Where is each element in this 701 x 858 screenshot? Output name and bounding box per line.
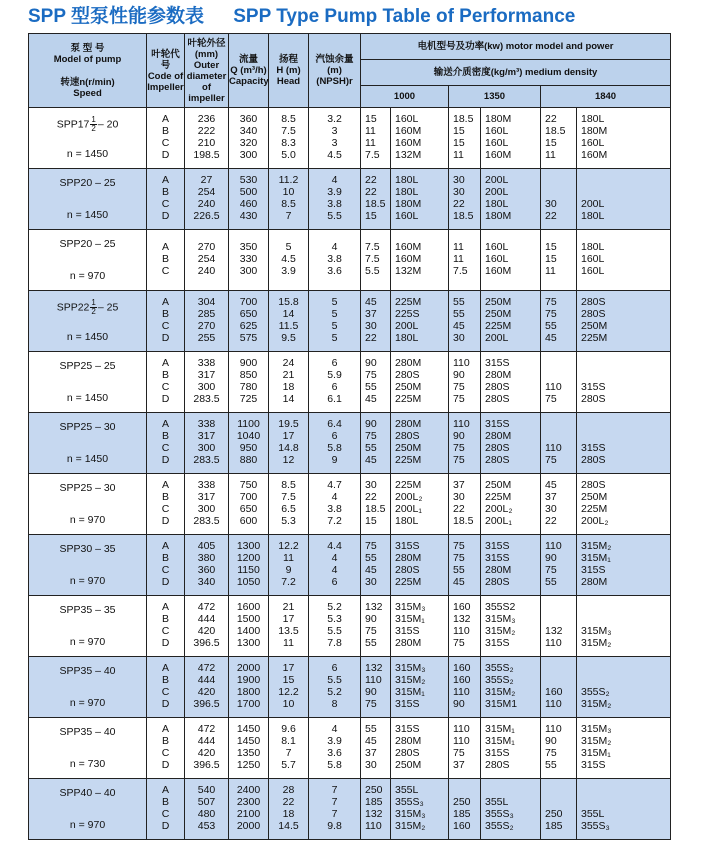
cell-p1840: 75 75 55 45: [541, 291, 577, 352]
model-name: SPP25 – 30: [59, 421, 116, 433]
cell-p1000: 132 90 75 55: [361, 596, 391, 657]
cell-m1000: 315S 280M 280S 250M: [391, 718, 449, 779]
table-row: [29, 657, 671, 718]
cell-m1350: 355S₂ 355S₂ 315M₂ 315M1: [481, 657, 541, 718]
model-cell: [29, 474, 147, 535]
cell-p1840: 22 18.5 15 11: [541, 108, 577, 169]
cell-npsh: 7 7 7 9.8: [309, 779, 361, 840]
table-row: [29, 718, 671, 779]
title-chinese: SPP 型泵性能参数表: [28, 6, 204, 27]
table-row: [29, 352, 671, 413]
cell-head: 24 21 18 14: [269, 352, 309, 413]
performance-table: [28, 33, 671, 840]
model-cell: [29, 718, 147, 779]
cell-p1840: 30 22: [541, 169, 577, 230]
cell-codes: A B C D: [147, 169, 185, 230]
model-name: SPP20 – 25: [59, 238, 116, 250]
cell-npsh: 5.2 5.3 5.5 7.8: [309, 596, 361, 657]
header-density-1840: 1840: [541, 86, 671, 108]
table-row: [29, 413, 671, 474]
cell-head: 11.2 10 8.5 7: [269, 169, 309, 230]
cell-codes: A B C: [147, 230, 185, 291]
cell-p1840: 110 75: [541, 413, 577, 474]
cell-capacity: 530 500 460 430: [229, 169, 269, 230]
cell-capacity: 1100 1040 950 880: [229, 413, 269, 474]
cell-p1000: 30 22 18.5 15: [361, 474, 391, 535]
cell-capacity: 1600 1500 1400 1300: [229, 596, 269, 657]
cell-capacity: 700 650 625 575: [229, 291, 269, 352]
cell-p1350: 11 11 7.5: [449, 230, 481, 291]
cell-capacity: 2400 2300 2100 2000: [229, 779, 269, 840]
header-density-1350: 1350: [449, 86, 541, 108]
cell-diameter: 472 444 420 396.5: [185, 718, 229, 779]
cell-p1000: 75 55 45 30: [361, 535, 391, 596]
cell-codes: A B C D: [147, 657, 185, 718]
model-cell: [29, 657, 147, 718]
model-cell: [29, 596, 147, 657]
model-name: SPP20 – 25: [59, 177, 116, 189]
cell-diameter: 405 380 360 340: [185, 535, 229, 596]
cell-m1840: 200L 180L: [577, 169, 671, 230]
table-row: [29, 596, 671, 657]
header-density-1000: 1000: [361, 86, 449, 108]
cell-m1350: 315S 280M 280S 280S: [481, 413, 541, 474]
model-speed: n = 1450: [66, 209, 109, 221]
cell-npsh: 4 3.8 3.6: [309, 230, 361, 291]
cell-codes: A B C D: [147, 596, 185, 657]
cell-p1840: 110 75: [541, 352, 577, 413]
cell-head: 12.2 11 9 7.2: [269, 535, 309, 596]
cell-p1840: 132 110: [541, 596, 577, 657]
cell-p1000: 22 22 18.5 15: [361, 169, 391, 230]
header-diameter: 叶轮外径 (mm) Outer diameter of impeller: [185, 34, 229, 108]
table-body: [29, 108, 671, 840]
cell-p1000: 90 75 55 45: [361, 413, 391, 474]
cell-capacity: 750 700 650 600: [229, 474, 269, 535]
cell-npsh: 6.4 6 5.8 9: [309, 413, 361, 474]
cell-diameter: 472 444 420 396.5: [185, 657, 229, 718]
table-row: [29, 779, 671, 840]
cell-p1350: 250 185 160: [449, 779, 481, 840]
cell-m1000: 355L 355S₃ 315M₃ 315M₂: [391, 779, 449, 840]
cell-diameter: 304 285 270 255: [185, 291, 229, 352]
cell-m1840: 280S 250M 225M 200L₂: [577, 474, 671, 535]
model-name: SPP17 $\frac{1}{2}$ – 20: [56, 115, 119, 133]
model-speed: n = 970: [69, 575, 106, 587]
table-row: [29, 108, 671, 169]
model-name: SPP35 – 35: [59, 604, 116, 616]
cell-head: 5 4.5 3.9: [269, 230, 309, 291]
cell-m1350: 250M 250M 225M 200L: [481, 291, 541, 352]
cell-npsh: 4.4 4 4 6: [309, 535, 361, 596]
cell-capacity: 360 340 320 300: [229, 108, 269, 169]
header-capacity: 流量 Q (m³/h) Capacity: [229, 34, 269, 108]
cell-m1000: 225M 200L₂ 200L₁ 180L: [391, 474, 449, 535]
model-cell: [29, 413, 147, 474]
model-speed: n = 1450: [66, 392, 109, 404]
cell-diameter: 236 222 210 198.5: [185, 108, 229, 169]
cell-npsh: 5 5 5 5: [309, 291, 361, 352]
model-name: SPP35 – 40: [59, 665, 116, 677]
cell-capacity: 2000 1900 1800 1700: [229, 657, 269, 718]
cell-npsh: 3.2 3 3 4.5: [309, 108, 361, 169]
cell-head: 17 15 12.2 10: [269, 657, 309, 718]
model-speed: n = 730: [69, 758, 106, 770]
cell-codes: A B C D: [147, 352, 185, 413]
model-speed: n = 970: [69, 636, 106, 648]
cell-codes: A B C D: [147, 474, 185, 535]
model-speed: n = 1450: [66, 453, 109, 465]
cell-p1840: 250 185: [541, 779, 577, 840]
cell-head: 21 17 13.5 11: [269, 596, 309, 657]
title-english: SPP Type Pump Table of Performance: [233, 6, 576, 27]
cell-diameter: 338 317 300 283.5: [185, 352, 229, 413]
cell-capacity: 1450 1450 1350 1250: [229, 718, 269, 779]
table-row: [29, 230, 671, 291]
cell-p1350: 55 55 45 30: [449, 291, 481, 352]
table-row: [29, 535, 671, 596]
cell-p1840: 110 90 75 55: [541, 535, 577, 596]
model-name: SPP25 – 25: [59, 360, 116, 372]
cell-m1840: 355S₂ 315M₂: [577, 657, 671, 718]
model-cell: [29, 169, 147, 230]
model-cell: [29, 230, 147, 291]
cell-npsh: 4.7 4 3.8 7.2: [309, 474, 361, 535]
cell-head: 8.5 7.5 8.3 5.0: [269, 108, 309, 169]
model-cell: [29, 535, 147, 596]
cell-m1350: 355S2 315M₃ 315M₂ 315S: [481, 596, 541, 657]
cell-m1840: 180L 160L 160L: [577, 230, 671, 291]
cell-npsh: 4 3.9 3.6 5.8: [309, 718, 361, 779]
cell-codes: A B C D: [147, 535, 185, 596]
model-speed: n = 1450: [66, 148, 109, 160]
cell-m1350: 315S 280M 280S 280S: [481, 352, 541, 413]
cell-diameter: 338 317 300 283.5: [185, 474, 229, 535]
cell-m1840: 315S 280S: [577, 352, 671, 413]
cell-m1000: 160L 160M 160M 132M: [391, 108, 449, 169]
table-header: [29, 34, 671, 108]
cell-p1000: 55 45 37 30: [361, 718, 391, 779]
cell-codes: A B C D: [147, 718, 185, 779]
table-row: [29, 169, 671, 230]
cell-p1350: 18.5 15 15 11: [449, 108, 481, 169]
model-speed: n = 970: [69, 819, 106, 831]
cell-codes: A B C D: [147, 413, 185, 474]
model-cell: [29, 779, 147, 840]
model-speed: n = 970: [69, 270, 106, 282]
cell-p1000: 45 37 30 22: [361, 291, 391, 352]
cell-m1840: 315M₂ 315M₁ 315S 280M: [577, 535, 671, 596]
model-name: SPP30 – 35: [59, 543, 116, 555]
page-title: [28, 4, 575, 30]
fraction: $\frac{1}{2}$: [91, 298, 96, 316]
cell-capacity: 1300 1200 1150 1050: [229, 535, 269, 596]
cell-m1840: 355L 355S₃: [577, 779, 671, 840]
model-name: SPP22 $\frac{1}{2}$ – 25: [56, 298, 119, 316]
cell-p1000: 7.5 7.5 5.5: [361, 230, 391, 291]
cell-m1350: 315S 315S 280M 280S: [481, 535, 541, 596]
model-speed: n = 970: [69, 697, 106, 709]
cell-capacity: 900 850 780 725: [229, 352, 269, 413]
header-model: 泵 型 号 Model of pump 转速n(r/min) Speed: [29, 34, 147, 108]
cell-codes: A B C D: [147, 779, 185, 840]
cell-m1840: 315M₃ 315M₂ 315M₁ 315S: [577, 718, 671, 779]
header-impeller: 叶轮代号 Code of Impeller: [147, 34, 185, 108]
model-speed: n = 1450: [66, 331, 109, 343]
cell-p1350: 110 90 75 75: [449, 413, 481, 474]
table-row: [29, 474, 671, 535]
cell-diameter: 472 444 420 396.5: [185, 596, 229, 657]
cell-head: 19.5 17 14.8 12: [269, 413, 309, 474]
table-row: [29, 291, 671, 352]
cell-p1350: 110 110 75 37: [449, 718, 481, 779]
cell-p1350: 110 90 75 75: [449, 352, 481, 413]
cell-m1350: 355L 355S₃ 355S₂: [481, 779, 541, 840]
cell-m1000: 225M 225S 200L 180L: [391, 291, 449, 352]
cell-p1350: 75 75 55 45: [449, 535, 481, 596]
cell-m1840: 280S 280S 250M 225M: [577, 291, 671, 352]
model-name: SPP35 – 40: [59, 726, 116, 738]
cell-p1350: 160 132 110 75: [449, 596, 481, 657]
cell-m1840: 180L 180M 160L 160M: [577, 108, 671, 169]
cell-p1350: 160 160 110 90: [449, 657, 481, 718]
cell-m1350: 250M 225M 200L₂ 200L₁: [481, 474, 541, 535]
cell-m1000: 315S 280M 280S 225M: [391, 535, 449, 596]
cell-codes: A B C D: [147, 291, 185, 352]
cell-m1840: 315S 280S: [577, 413, 671, 474]
header-npsh: 汽蚀余量 (m) (NPSH)r: [309, 34, 361, 108]
cell-p1000: 15 11 11 7.5: [361, 108, 391, 169]
cell-m1350: 180M 160L 160L 160M: [481, 108, 541, 169]
cell-p1840: 45 37 30 22: [541, 474, 577, 535]
cell-p1000: 132 110 90 75: [361, 657, 391, 718]
model-cell: [29, 352, 147, 413]
cell-p1840: 160 110: [541, 657, 577, 718]
cell-p1350: 37 30 22 18.5: [449, 474, 481, 535]
cell-npsh: 4 3.9 3.8 5.5: [309, 169, 361, 230]
model-name: SPP40 – 40: [59, 787, 116, 799]
model-cell: [29, 291, 147, 352]
cell-diameter: 270 254 240: [185, 230, 229, 291]
cell-p1840: 15 15 11: [541, 230, 577, 291]
cell-m1350: 160L 160L 160M: [481, 230, 541, 291]
fraction: $\frac{1}{2}$: [91, 115, 96, 133]
cell-m1000: 280M 280S 250M 225M: [391, 413, 449, 474]
header-density: 输送介质密度(kg/m³) medium density: [361, 60, 671, 86]
cell-npsh: 6 5.9 6 6.1: [309, 352, 361, 413]
cell-head: 8.5 7.5 6.5 5.3: [269, 474, 309, 535]
cell-m1000: 180L 180L 180M 160L: [391, 169, 449, 230]
model-cell: [29, 108, 147, 169]
cell-diameter: 27 254 240 226.5: [185, 169, 229, 230]
cell-m1350: 200L 200L 180L 180M: [481, 169, 541, 230]
cell-m1350: 315M₁ 315M₁ 315S 280S: [481, 718, 541, 779]
cell-diameter: 540 507 480 453: [185, 779, 229, 840]
cell-codes: A B C D: [147, 108, 185, 169]
cell-m1840: 315M₃ 315M₂: [577, 596, 671, 657]
cell-m1000: 315M₃ 315M₁ 315S 280M: [391, 596, 449, 657]
cell-head: 9.6 8.1 7 5.7: [269, 718, 309, 779]
cell-npsh: 6 5.5 5.2 8: [309, 657, 361, 718]
cell-p1840: 110 90 75 55: [541, 718, 577, 779]
cell-m1000: 315M₃ 315M₂ 315M₁ 315S: [391, 657, 449, 718]
cell-m1000: 160M 160M 132M: [391, 230, 449, 291]
cell-diameter: 338 317 300 283.5: [185, 413, 229, 474]
cell-p1000: 90 75 55 45: [361, 352, 391, 413]
header-head: 扬程 H (m) Head: [269, 34, 309, 108]
cell-m1000: 280M 280S 250M 225M: [391, 352, 449, 413]
header-motor: 电机型号及功率(kw) motor model and power: [361, 34, 671, 60]
cell-p1000: 250 185 132 110: [361, 779, 391, 840]
cell-capacity: 350 330 300: [229, 230, 269, 291]
cell-p1350: 30 30 22 18.5: [449, 169, 481, 230]
cell-head: 28 22 18 14.5: [269, 779, 309, 840]
model-speed: n = 970: [69, 514, 106, 526]
model-name: SPP25 – 30: [59, 482, 116, 494]
cell-head: 15.8 14 11.5 9.5: [269, 291, 309, 352]
